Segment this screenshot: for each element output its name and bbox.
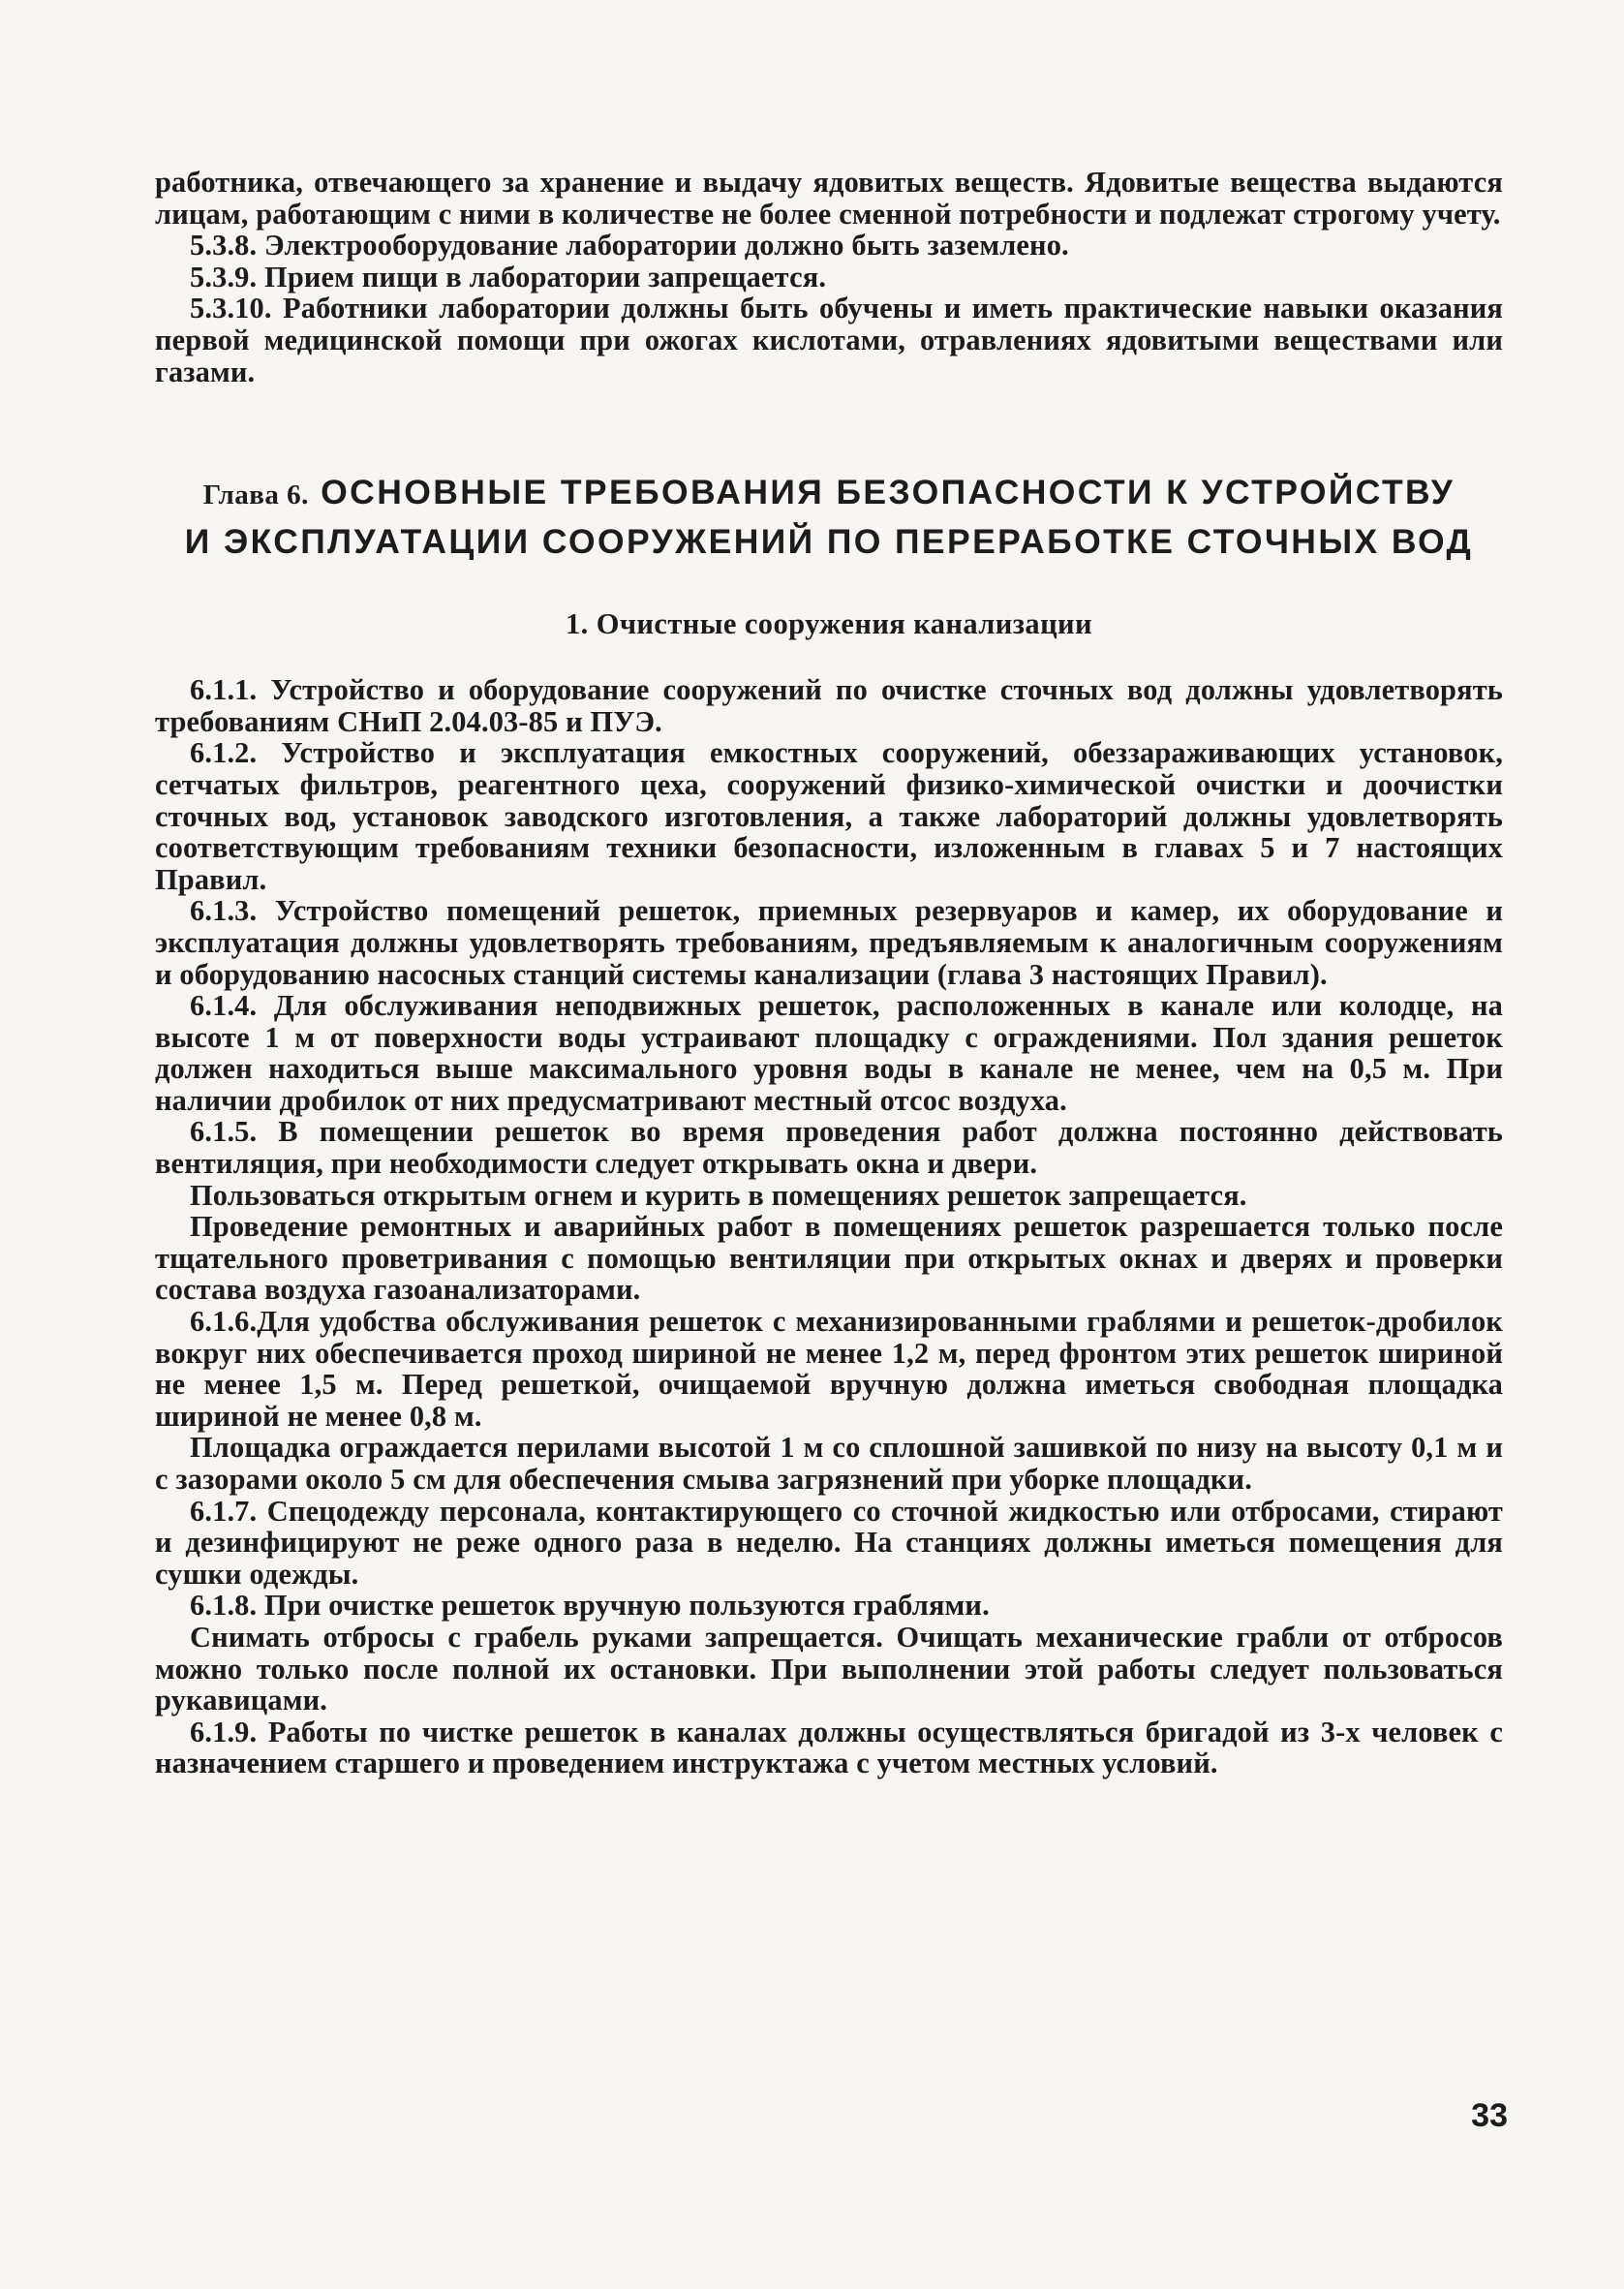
chapter-heading	[155, 469, 1503, 565]
paragraph: 5.3.9. Прием пищи в лаборатории запрещается.	[190, 260, 827, 294]
paragraph: 6.1.5. В помещении решеток во время проведения работ должна постоянно действовать вентиляция, при необходимости следует открывать окна и двери.	[155, 1115, 1503, 1181]
paragraph: 6.1.6.Для удобства обслуживания решеток с механизированными граблями и решеток-дробилок вокруг них обеспечивается проход шириной не менее 1,2 м, перед фронтом этих решеток шириной не менее 1,5 м. Перед решеткой, очищаемой вручную должна иметься свободная площадка шириной не менее 0,8 м.	[155, 1305, 1503, 1433]
paragraph: Проведение ремонтных и аварийных работ в помещениях решеток разрешается только после тщательного проветривания с помощью вентиляции при открытых окнах и дверях и проверки состава воздуха газоанализаторами.	[155, 1210, 1503, 1307]
paragraph: 6.1.3. Устройство помещений решеток, приемных резервуаров и камер, их оборудование и эксплуатация должны удовлетворять требованиям, предъявляемым к аналогичным сооружениям и оборудованию насосных станций системы канализации (глава 3 настоящих Правил).	[155, 894, 1503, 991]
paragraph: Площадка ограждается перилами высотой 1 м со сплошной зашивкой по низу на высоту 0,1 м и с зазорами около 5 см для обеспечения смыва загрязнений при уборке площадки.	[155, 1431, 1503, 1496]
paragraph: 6.1.2. Устройство и эксплуатация емкостных сооружений, обеззараживающих установок, сетчатых фильтров, реагентного цеха, сооружений физико-химической очистки и доочистки сточных вод, установок заводского изготовления, а также лабораторий должны удовлетворять соответствующим требованиям техники безопасности, изложенным в главах 5 и 7 настоящих Правил.	[155, 736, 1503, 896]
top-text-block	[155, 167, 1503, 387]
paragraph: 6.1.1. Устройство и оборудование сооружений по очистке сточных вод должны удовлетворять требованиям СНиП 2.04.03-85 и ПУЭ.	[155, 673, 1503, 738]
paragraph: 5.3.8. Электрооборудование лаборатории должно быть заземлено.	[190, 229, 1069, 263]
paragraph: 6.1.7. Спецодежду персонала, контактирующего со сточной жидкостью или отбросами, стирают и дезинфицируют не реже одного раза в неделю. На станциях должны иметься помещения для сушки одежды.	[155, 1494, 1503, 1591]
body-text-block	[155, 674, 1503, 1779]
chapter-title-line-2: И ЭКСПЛУАТАЦИИ СООРУЖЕНИЙ ПО ПЕРЕРАБОТКЕ СТОЧНЫХ ВОД	[184, 522, 1474, 562]
paragraph: работника, отвечающего за хранение и выдачу ядовитых веществ. Ядовитые вещества выдаются лицам, работающим с ними в количестве не более сменной потребности и подлежат строгому учету.	[155, 166, 1503, 231]
chapter-label: Глава 6.	[202, 479, 309, 511]
page-number: 33	[1471, 2097, 1508, 2134]
paragraph: 6.1.8. При очистке решеток вручную пользуются граблями.	[190, 1589, 990, 1623]
section-title: 1. Очистные сооружения канализации	[566, 607, 1092, 641]
paragraph: Пользоваться открытым огнем и курить в помещениях решеток запрещается.	[190, 1178, 1247, 1212]
chapter-title-line-1: ОСНОВНЫЕ ТРЕБОВАНИЯ БЕЗОПАСНОСТИ К УСТРОЙСТВУ	[321, 473, 1455, 512]
paragraph: 6.1.4. Для обслуживания неподвижных решеток, расположенных в канале или колодце, на высоте 1 м от поверхности воды устраивают площадку с ограждениями. Пол здания решеток должен находиться выше максимального уровня воды в канале не менее, чем на 0,5 м. При наличии дробилок от них предусматривают местный отсос воздуха.	[155, 989, 1503, 1117]
paragraph: Снимать отбросы с грабель руками запрещается. Очищать механические грабли от отбросов можно только после полной их остановки. При выполнении этой работы следует пользоваться рукавицами.	[155, 1620, 1503, 1717]
paragraph: 6.1.9. Работы по чистке решеток в каналах должны осуществляться бригадой из 3-х человек с назначением старшего и проведением инструктажа с учетом местных условий.	[155, 1715, 1503, 1780]
document-page	[155, 167, 1503, 1779]
paragraph: 5.3.10. Работники лаборатории должны быть обучены и иметь практические навыки оказания первой медицинской помощи при ожогах кислотами, отравлениях ядовитыми веществами или газами.	[155, 292, 1503, 388]
